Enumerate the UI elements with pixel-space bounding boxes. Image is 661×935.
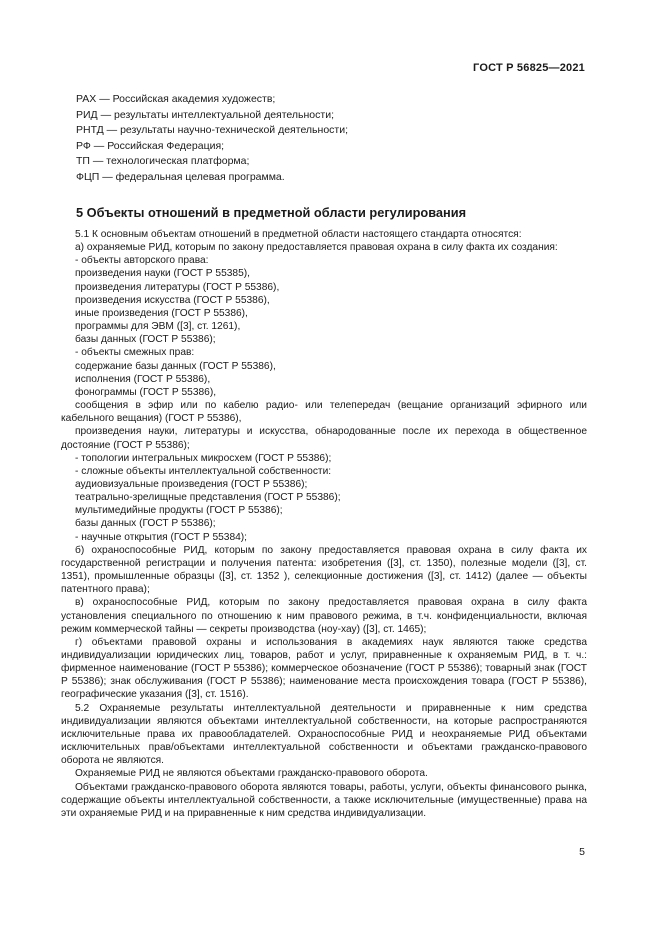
standard-header: ГОСТ Р 56825—2021 bbox=[473, 62, 585, 74]
list-item: программы для ЭВМ ([3], ст. 1261), bbox=[75, 321, 241, 333]
abbreviation-item: ТП — технологическая платформа; bbox=[76, 155, 250, 168]
list-item: базы данных (ГОСТ Р 55386); bbox=[75, 334, 216, 346]
list-item: - научные открытия (ГОСТ Р 55384); bbox=[75, 531, 248, 543]
paragraph-a: а) охраняемые РИД, которым по закону предоставляется правовая охрана в силу факта их создания: bbox=[75, 242, 558, 254]
list-item: произведения искусства (ГОСТ Р 55386), bbox=[75, 294, 270, 306]
list-item: содержание базы данных (ГОСТ Р 55386), bbox=[75, 360, 276, 372]
list-item: мультимедийные продукты (ГОСТ Р 55386); bbox=[75, 505, 283, 517]
paragraph-5-1: 5.1 К основным объектам отношений в предметной области настоящего стандарта относятся: bbox=[75, 229, 522, 240]
page-number: 5 bbox=[579, 846, 585, 858]
paragraph-broadcast: сообщения в эфир или по кабелю радио- или телепередач (вещание организаций эфирного или кабельного вещания) (ГОСТ Р 55386), bbox=[61, 400, 587, 425]
list-item: - сложные объекты интеллектуальной собственности: bbox=[75, 465, 332, 477]
list-item: - топологии интегральных микросхем (ГОСТ Р 55386); bbox=[75, 452, 332, 464]
abbreviation-item: ФЦП — федеральная целевая программа. bbox=[76, 170, 285, 183]
list-item: исполнения (ГОСТ Р 55386), bbox=[75, 373, 211, 385]
list-item: иные произведения (ГОСТ Р 55386), bbox=[75, 307, 248, 319]
list-item: базы данных (ГОСТ Р 55386); bbox=[75, 518, 216, 530]
list-item: - объекты смежных прав: bbox=[75, 347, 195, 359]
paragraph-unprotected: Охраняемые РИД не являются объектами гражданско-правового оборота. bbox=[75, 768, 428, 780]
paragraph-v: в) охраноспособные РИД, которым по закону предоставляется правовая охрана в силу факта установления специального по отношению к ним правового режима, в т.ч. конфиденциальности, включая режим коммерческой тайны — секреты производства (ноу-хау) ([3], ст. 1465); bbox=[61, 597, 587, 635]
list-item: фонограммы (ГОСТ Р 55386), bbox=[75, 386, 217, 398]
list-item: театрально-зрелищные представления (ГОСТ Р 55386); bbox=[75, 492, 341, 504]
paragraph-5-2: 5.2 Охраняемые результаты интеллектуальной деятельности и приравненные к ним средства индивидуализации являются объектами интеллектуальной собственности, на которые распространяются исключительные права их правообладателей. Охраноспособные РИД и неохраняемые РИД объектами исключительных прав/объектами интеллектуальной собственности и объектами гражданско-правового оборота не являются. bbox=[61, 702, 587, 767]
abbreviation-item: РАХ — Российская академия художеств; bbox=[76, 93, 276, 105]
list-item: произведения науки (ГОСТ Р 55385), bbox=[75, 268, 250, 280]
section-title: 5 Объекты отношений в предметной области регулирования bbox=[76, 205, 467, 220]
paragraph-civil-circulation: Объектами гражданско-правового оборота являются товары, работы, услуги, объекты финансового рынка, содержащие объекты интеллектуальной собственности, а также исключительные (имущественные) права на эти охраняемые РИД и на приравненные к ним средства индивидуализации. bbox=[61, 781, 587, 819]
list-item: произведения литературы (ГОСТ Р 55386), bbox=[75, 281, 280, 293]
paragraph-g: г) объектами правовой охраны и использования в академиях наук являются также средства индивидуализации юридических лиц, товаров, работ и услуг, приравненные к охраняемым РИД, в т. ч.: фирменное наименование (ГОСТ Р 55386); коммерческое обозначение (ГОСТ Р 55386); товарный знак (ГОСТ Р 55386); знак обслуживания (ГОСТ Р 55386); наименование места происхождения товара (ГОСТ Р 55386), географические указания ([3], ст. 1516). bbox=[61, 636, 587, 701]
paragraph-public-domain: произведения науки, литературы и искусства, обнародованные после их перехода в общественное достояние (ГОСТ Р 55386); bbox=[61, 426, 587, 451]
list-item: аудиовизуальные произведения (ГОСТ Р 55386); bbox=[75, 478, 308, 490]
paragraph-b: б) охраноспособные РИД, которым по закону предоставляется правовая охрана в силу факта их государственной регистрации и получения патента: изобретения ([3], ст. 1350), полезные модели ([3], ст. 1351), промышленные образцы ([3], ст. 1352 ), селекционные достижения ([3], ст. 1412) (далее — объекты патентного права); bbox=[61, 544, 587, 596]
abbreviations-list bbox=[76, 92, 586, 186]
abbreviation-item: РИД — результаты интеллектуальной деятельности; bbox=[76, 108, 334, 121]
list-item: - объекты авторского права: bbox=[75, 255, 209, 267]
section-body bbox=[61, 228, 587, 820]
abbreviation-item: РНТД — результаты научно-технической деятельности; bbox=[76, 124, 349, 137]
abbreviation-item: РФ — Российская Федерация; bbox=[76, 139, 225, 152]
